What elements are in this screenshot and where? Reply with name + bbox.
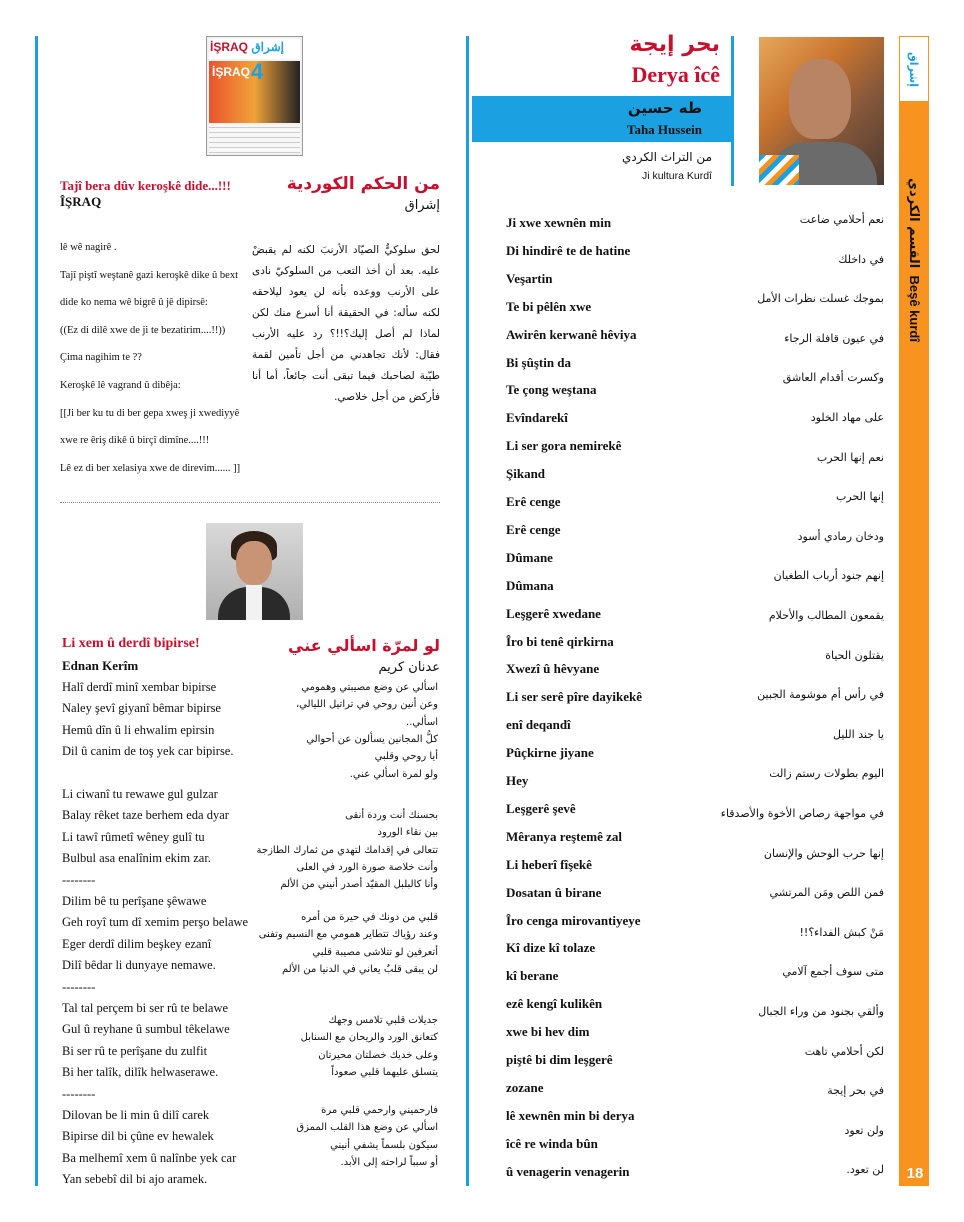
proverb-title-ku: Tajî bera dûv keroşkê dide...!!! — [60, 178, 231, 193]
poem-line-ar: وكسرت أقدام العاشق — [782, 371, 884, 385]
author-photo — [759, 37, 884, 185]
poem-line-ku: Mêranya reştemê zal — [506, 828, 622, 844]
poem-line-ku: Dûmane — [506, 549, 553, 565]
poem-line-ku: Li heberî fîşekê — [506, 856, 592, 872]
poem2-line-ar: وعن أنين روحي في تراتيل الليالي، — [295, 699, 438, 711]
poem-line-ku: îcê re winda bûn — [506, 1135, 598, 1151]
poem-line-ar: وألقي بجنود من وراء الجبال — [758, 1005, 884, 1018]
poem2-line-ar: جديلات قلبي تلامس وجهك — [328, 1015, 438, 1026]
author-name-ar: طه حسين — [627, 99, 702, 117]
poem2-line-ku: Eger derdî dilim beşkey ezanî — [62, 936, 212, 951]
poem-line-ar: اليوم بطولات رستم زالت — [769, 767, 884, 781]
poem2-line-ku: Naley şevî giyanî bêmar bipirse — [62, 701, 221, 716]
proverb-title-ar: من الحكم الكوردية — [286, 174, 440, 194]
proverb-line-ku: ((Ez di dilê xwe de ji te bezatirim....!!)) — [60, 324, 226, 336]
poem2-line-ku: Li ciwanî tu rewawe gul gulzar — [62, 787, 218, 801]
poem2-author-ar: عدنان كريم — [378, 660, 440, 675]
poem-line-ar: نعم أحلامي ضاعت — [799, 213, 884, 226]
poem-line-ku: kî berane — [506, 968, 559, 984]
poem2-line-ku: Bulbul asa enalînim ekim zar. — [62, 851, 211, 866]
poem2-line-ar: وأنا كالبلبل المقيّد أصدر أنيني من الألم — [280, 879, 438, 891]
poem-line-ku: Dûmana — [506, 577, 554, 593]
poem2-line-ku: Geh royî tum dî xemim perşo belawe — [62, 915, 249, 930]
proverb-line-ku: xwe re êriş dikê û birçî dimîne....!!! — [60, 435, 210, 447]
section-divider — [60, 502, 440, 503]
poem-line-ku: Veşartin — [506, 270, 553, 286]
poem-line-ku: Leşgerê şevê — [506, 800, 576, 816]
poem2-line-ku: Bi ser rû te perîşane du zulfit — [62, 1043, 208, 1058]
poem2-line-ar: يتسلق عليهما قلبي صعوداً — [331, 1066, 438, 1078]
poem-line-ar: ولن تعود — [844, 1123, 884, 1137]
article-title-ar: بحر إيجة — [629, 32, 720, 57]
poem2-line-ku: Bipirse dil bi çûne ev hewalek — [62, 1129, 214, 1144]
poem2-line-ku: Dilim bê tu perîşane şêwawe — [62, 894, 207, 908]
page-number: 18 — [906, 1165, 924, 1182]
poem2-line-ar: كتعانق الورد والريحان مع السنابل — [300, 1032, 438, 1044]
poem2-line-ar: أتعرفين لو تتلاشى مصيبة قلبي — [312, 946, 438, 958]
poem-line-ku: Bi şûştin da — [506, 354, 572, 370]
poem-line-ku: Li ser serê pîre dayikekê — [506, 689, 643, 705]
poem-line-ar: يقتلون الحياة — [825, 648, 884, 662]
poem-line-ar: لكن أحلامي تاهت — [804, 1044, 884, 1058]
poem2-line-ku: -------- — [62, 979, 96, 994]
proverb-line-ku: Tajî piştî weştanê gazi keroşkê dike û bext — [60, 269, 239, 281]
poem-line-ku: Li ser gora nemirekê — [506, 438, 622, 454]
proverb-line-ku: Çima nagihim te ?? — [60, 352, 142, 364]
poem2-line-ar: وعلى خديك خصلتان محيرتان — [318, 1049, 438, 1061]
poem2-line-ar: أيا روحي وقلبي — [374, 751, 438, 763]
proverb-line-ku: [[Ji ber ku tu di ber gepa xweş ji xwediyyê — [60, 407, 240, 419]
poem2-line-ar: لن يبقى قلبٌ يعاني في الدنيا من الألم — [282, 963, 438, 975]
proverb-author-ku: ÎŞRAQ — [60, 194, 102, 209]
poem2-line-ar: سيكون بلسماً يشفي أنيني — [330, 1139, 438, 1151]
poem-line-ku: Xwezî û hêvyane — [506, 661, 600, 677]
poem-line-ku: Te çong weştana — [506, 382, 597, 398]
poem-line-ar: إنها حرب الوحش والإنسان — [763, 846, 884, 860]
strip-logo — [899, 36, 929, 102]
poem2-line-ku: -------- — [62, 872, 96, 887]
proverb-author-ar: إشراق — [404, 198, 440, 213]
left-rule — [35, 36, 38, 1186]
poem-line-ku: Hey — [506, 773, 529, 788]
poem-line-ku: Îro cenga mirovantiyeye — [506, 912, 641, 928]
proverb-arabic-text: لحق سلوكيُّ الصيّاد الأرنبَ لكنه لم يقبضْ عليه. بعد أن أخذ التعب من السلوكيّ نادى على الأرنب ووعده بأنه لن يعود ليلاحقه لكنه سأله: في الحقيقة أنا أسرع منك لكن لماذا لم أصل إليك؟!!؟ رد عليه الأرنب فقال: لأنك تجاهدني من أجل تأمين لقمة طيّبة لصاحبك فيما تبقى أنت جائعاً، أما أنا فأركض من أجل خلاصي. — [252, 244, 440, 403]
magazine-logo-text: İŞRAQ — [210, 40, 249, 54]
poem-line-ar: في داخلك — [838, 252, 884, 266]
poem2-line-ar: كلُّ المجانين يسألون عن أحوالي — [306, 733, 438, 745]
middle-rule — [466, 36, 469, 1186]
poem2-line-ku: Balay rêket taze berhem eda dyar — [62, 808, 229, 823]
section-ku: Beşê kurdî — [907, 275, 922, 342]
poem-line-ku: Pûçkirne jiyane — [506, 745, 594, 761]
poem-line-ku: Evîndarekî — [506, 410, 568, 426]
poem-line-ku: Erê cenge — [506, 521, 561, 537]
section-label-text — [906, 178, 922, 342]
poem2-title-ku: Li xem û derdî bipirse! — [62, 636, 200, 651]
poem2-line-ku: Li tawî rûmetî wêney gulî tu — [62, 829, 205, 844]
poem-line-ku: piştê bi dim leşgerê — [506, 1052, 613, 1067]
poem2-line-ar: وأنت خلاصة صورة الورد في العلى — [296, 861, 438, 873]
subtitle-ar: من التراث الكردي — [621, 150, 712, 164]
poem-line-ku: xwe bi hev dim — [506, 1024, 590, 1040]
proverb-line-ku: Lê ez di ber xelasiya xwe de direvim...... ]] — [60, 462, 241, 474]
subtitle-ku: Ji kultura Kurdî — [641, 170, 712, 182]
poem2-line-ku: -------- — [62, 1086, 96, 1101]
poem2-line-ku: Halî derdî minî xembar bipirse — [62, 680, 217, 694]
poem-line-ar: فمن اللص ومَن المرتشي — [769, 886, 884, 900]
magazine-logo-text-2: İŞRAQ — [212, 65, 251, 79]
poem2-line-ar: أو سبباً لراحته إلى الأبد. — [340, 1156, 438, 1168]
poem2-line-ar: فارحميني وارحمي قلبي مرة — [321, 1105, 438, 1116]
poem-line-ar: يقمعون المطالب والأحلام — [768, 609, 884, 622]
poem2-line-ar: بحسنك أنت وردة أنقى — [345, 810, 438, 821]
header-rule — [731, 36, 734, 186]
poem2-line-ku: Tal tal perçem bi ser rû te belawe — [62, 1001, 229, 1015]
poem2-line-ar: قلبي من دونك في حيرة من أمره — [301, 912, 438, 923]
poem2-line-ar: بين نقاء الورود — [377, 827, 438, 839]
poem-line-ar: متى سوف أجمع آلامي — [782, 965, 884, 979]
poem2-line-ku: Gul û reyhane û sumbul têkelawe — [62, 1022, 230, 1037]
poem-line-ar: في مواجهة رصاص الأخوة والأصدقاء — [720, 807, 884, 820]
poem-line-ku: ezê kengî kulikên — [506, 996, 603, 1012]
poem-line-ku: Awirên kerwanê hêviya — [506, 326, 637, 342]
poem-line-ar: بموجك غسلت نظرات الأمل — [757, 292, 884, 306]
poem-line-ku: Leşgerê xwedane — [506, 605, 601, 621]
poem-line-ar: نعم إنها الحرب — [816, 450, 884, 464]
poem-line-ar: مَنْ كبش الفداء؟!! — [799, 925, 884, 939]
section-label — [899, 110, 929, 410]
magazine-logo — [210, 40, 284, 54]
poem-line-ku: Ji xwe xewnên min — [506, 215, 612, 230]
poem-line-ar: على مهاد الخلود — [810, 411, 884, 424]
poem-line-ar: في رأس أم موشومة الجبين — [757, 688, 884, 702]
poem2-line-ku: Dil û canim de toş yek car bipirse. — [62, 744, 234, 759]
poem2-line-ar: ولو لمرة اسألي عني. — [349, 768, 438, 780]
poem-line-ar: لن تعود. — [846, 1163, 884, 1177]
poem2-line-ku: Bi her talîk, dilîk helwaserawe. — [62, 1065, 219, 1080]
poem2-author-ku: Ednan Kerîm — [62, 658, 139, 673]
poem-line-ku: zozane — [506, 1079, 544, 1095]
poem2-line-ku: Dilovan be li min û dilî carek — [62, 1108, 210, 1122]
poem2-line-ku: Dilî bêdar li dunyaye nemawe. — [62, 958, 216, 973]
article-title-ku: Derya îcê — [631, 62, 720, 87]
poem2-line-ar: وعند رؤياك تتطاير همومي مع النسيم وتفنى — [258, 929, 438, 941]
poem-line-ku: û venagerin venagerin — [506, 1163, 630, 1179]
poem-line-ar: يا جند الليل — [833, 727, 884, 741]
poem-line-ku: enî deqandî — [506, 717, 571, 733]
magazine-logo-ar: إشراق — [251, 40, 285, 54]
poem-line-ku: Kî dize kî tolaze — [506, 940, 596, 956]
poem2-line-ku: Yan sebebî dil bi ajo aramek. — [62, 1172, 208, 1187]
magazine-logo-secondary — [212, 65, 250, 79]
poem2-line-ar: تتعالى في إقدامك لتهدي من ثمارك الطازجة — [256, 844, 438, 856]
proverb-line-ku: dide ko nema wê bigrê û jê dipirsê: — [60, 297, 208, 309]
poem-line-ar: إنها الحرب — [836, 490, 884, 504]
poem2-line-ar: اسألي عن وضع هذا القلب الممزق — [296, 1122, 438, 1134]
poem-line-ku: lê xewnên min bi derya — [506, 1107, 635, 1123]
poem-line-ar: في بحر إيجة — [827, 1084, 884, 1098]
poem-line-ku: Îro bi tenê qirkirna — [506, 633, 614, 649]
poem-line-ku: Di hindirê te de hatine — [506, 242, 631, 258]
poem-line-ku: Erê cenge — [506, 494, 561, 509]
section-ar: القسم الكردي — [906, 178, 921, 269]
poem2-line-ar: اسألي.. — [406, 716, 438, 728]
poem2-line-ku: Hemû dîn û li ehwalim epirsin — [62, 722, 215, 737]
magazine-cover — [206, 36, 303, 156]
proverb-line-ku: lê wê nagirê . — [60, 242, 117, 253]
magazine-issue-number: 4 — [251, 59, 264, 84]
author-name-ku: Taha Hussein — [626, 122, 702, 137]
proverb-line-ku: Keroşkê lê vagrand û dibêja: — [60, 380, 181, 391]
poem2-line-ku: Ba melhemî xem û nalînbe yek car — [62, 1150, 237, 1165]
poem2-title-ar: لو لمرّة اسألي عني — [288, 636, 440, 655]
poem2-line-ar: اسألي عن وضع مصيبتي وهمومي — [301, 682, 438, 693]
poem-line-ku: Te bi pêlên xwe — [506, 298, 592, 314]
poem-line-ar: في عيون قافلة الرجاء — [784, 331, 884, 345]
poem-line-ar: إنهم جنود أرباب الطغيان — [773, 569, 884, 583]
strip-logo-text: إشراق — [907, 51, 921, 87]
poem-line-ku: Dosatan û birane — [506, 884, 602, 900]
poem-line-ku: Şikand — [506, 466, 546, 482]
poet-photo — [206, 523, 303, 620]
poem-line-ar: ودخان رمادي أسود — [797, 529, 884, 543]
